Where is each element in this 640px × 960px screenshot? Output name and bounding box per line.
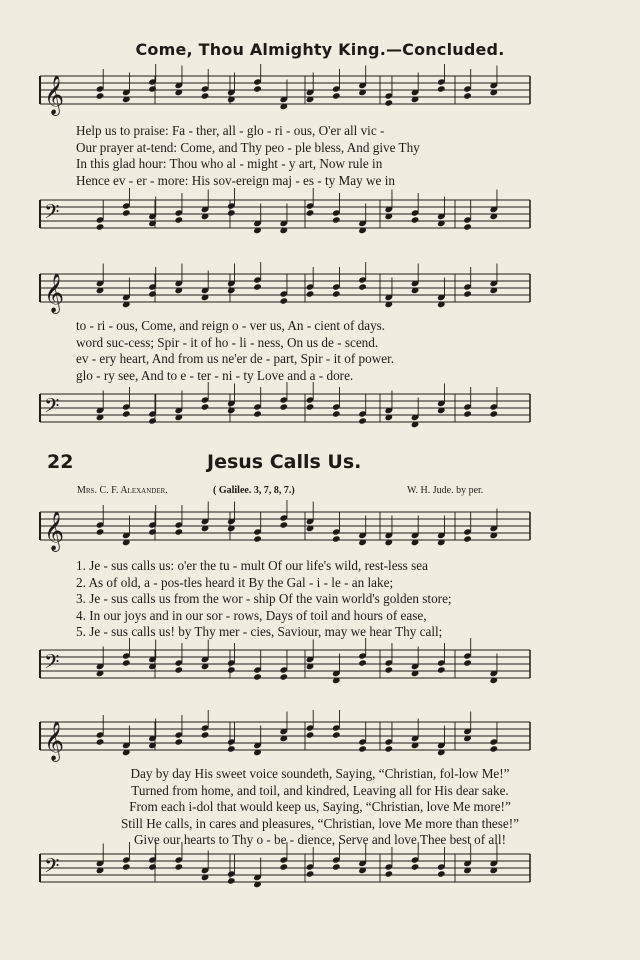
lyric-line: 4. In our joys and in our sor - rows, Days of toil and hours of ease, [76, 607, 427, 623]
lyric-line: to - ri - ous, Come, and reign o - ver us, An - cient of days. [76, 318, 386, 333]
music-staff-treble [0, 64, 640, 126]
svg-text:𝄢: 𝄢 [44, 650, 60, 678]
hymn-composer: W. H. Jude. by per. [407, 485, 484, 496]
lyrics-verse-block [76, 123, 420, 189]
hymn-number: 22 [47, 451, 74, 473]
lyric-line: 1. Je - sus calls us: o'er the tu - mult Of our life's wild, rest-less sea [76, 558, 428, 573]
lyric-line: From each i-dol that would keep us, Saying, “Christian, love Me more!” [129, 799, 511, 814]
lyric-line: Give our hearts to Thy o - be - dience, Serve and love Thee best of all! [134, 832, 506, 847]
hymn-tune-meter: ( Galilee. 3, 7, 8, 7.) [213, 485, 295, 496]
lyric-line: ev - ery heart, And from us ne'er de - part, Spir - it of power. [76, 351, 395, 366]
music-staff-bass [0, 842, 640, 904]
lyric-line: Day by day His sweet voice soundeth, Saying, “Christian, fol-low Me!” [130, 766, 510, 781]
lyric-line: Still He calls, in cares and pleasures, “Christian, love Me more than these!” [120, 815, 520, 831]
svg-text:𝄢: 𝄢 [44, 854, 60, 882]
svg-text:𝄢: 𝄢 [44, 394, 60, 422]
lyrics-verse-block [60, 766, 580, 849]
music-staff-bass [0, 188, 640, 250]
lyric-line: 3. Je - sus calls us from the wor - ship Of the vain world's golden store; [76, 591, 452, 606]
lyric-line: 5. Je - sus calls us! by Thy mer - cies, Saviour, may we hear Thy call; [76, 624, 443, 639]
lyric-line: Turned from home, and toil, and kindred, Leaving all for His dear sake. [131, 782, 509, 798]
music-staff-treble [0, 500, 640, 562]
svg-text:𝄞: 𝄞 [44, 273, 65, 313]
music-staff-treble [0, 710, 640, 772]
lyrics-verse-block [76, 558, 452, 641]
music-staff-treble [0, 262, 640, 324]
hymn-title: Jesus Calls Us. [207, 451, 362, 473]
svg-text:𝄢: 𝄢 [44, 200, 60, 228]
continued-hymn-title: Come, Thou Almighty King.—Concluded. [135, 40, 505, 59]
music-staff-bass [0, 382, 640, 444]
hymn-author: Mrs. C. F. Alexander. [77, 485, 168, 496]
lyric-line: In this glad hour: Thou who al - might - y art, Now rule in [76, 156, 383, 171]
lyrics-verse-block [76, 318, 394, 384]
lyric-line: word suc-cess; Spir - it of ho - li - ness, On us de - scend. [76, 334, 379, 350]
svg-text:𝄞: 𝄞 [44, 721, 65, 761]
lyric-line: glo - ry see, And to e - ter - ni - ty Love and a - dore. [76, 367, 354, 383]
svg-text:𝄞: 𝄞 [44, 511, 65, 551]
svg-text:𝄞: 𝄞 [44, 75, 65, 115]
music-staff-bass [0, 638, 640, 700]
lyric-line: Our prayer at-tend: Come, and Thy peo - ple bless, And give Thy [76, 139, 420, 155]
lyric-line: 2. As of old, a - pos-tles heard it By the Gal - i - le - an lake; [76, 574, 394, 590]
lyric-line: Help us to praise: Fa - ther, all - glo - ri - ous, O'er all vic - [76, 123, 385, 138]
lyric-line: Hence ev - er - more: His sov-ereign maj - es - ty May we in [76, 172, 395, 188]
